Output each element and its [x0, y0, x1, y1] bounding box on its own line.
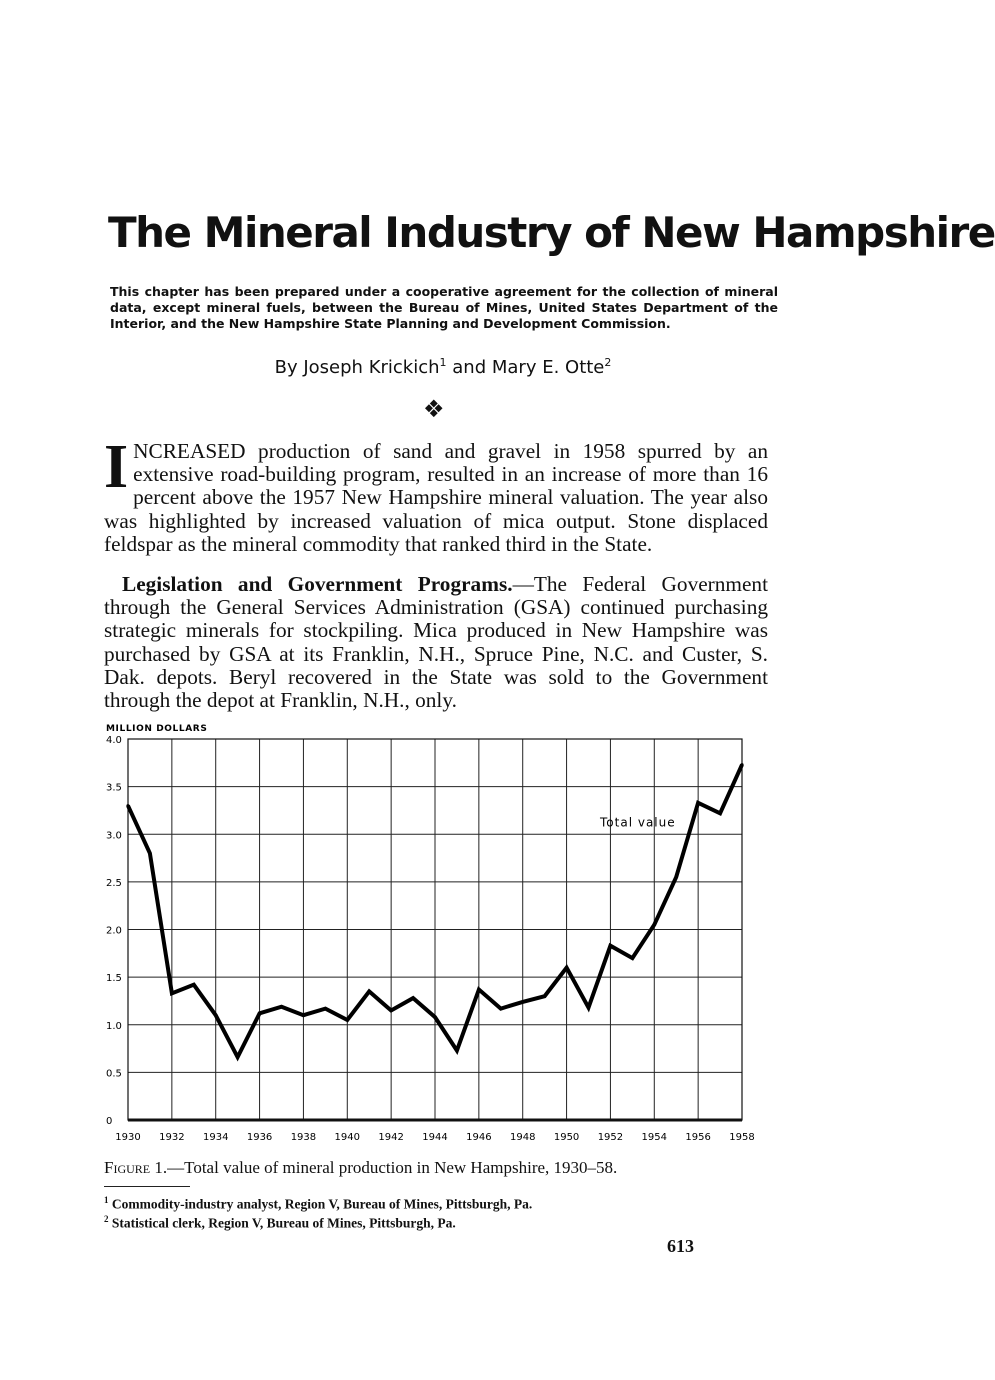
footnote-divider: [104, 1186, 190, 1187]
section-lead-in: Legislation and Government Programs.: [122, 572, 513, 596]
data-point: [236, 1056, 239, 1059]
data-point: [214, 1014, 217, 1017]
data-point: [433, 1016, 436, 1019]
footnote-text: Statistical clerk, Region V, Bureau of Mines, Pittsburgh, Pa.: [111, 1215, 456, 1230]
data-point: [609, 944, 612, 947]
x-tick-label: 1932: [159, 1132, 185, 1143]
footnote-ref-2: 2: [604, 356, 612, 369]
y-tick-label: 1.0: [106, 1020, 122, 1032]
page-number: 613: [667, 1236, 694, 1256]
chapter-note: This chapter has been prepared under a cooperative agreement for the collection of mineral data, except mineral fuels, between the Bureau of Mines, United States Department of the Interior, and the New Hampshire State Planning and Development Commission.: [110, 284, 778, 331]
x-tick-label: 1936: [246, 1132, 273, 1143]
data-point: [675, 876, 678, 879]
y-tick-label: 0.5: [106, 1068, 122, 1080]
data-point: [148, 852, 151, 855]
paragraph-1-text: NCREASED production of sand and gravel in 1958 spurred by an extensive road-building program, resulted in an increase of more than 16 percent above the 1957 New Hampshire mineral valuation. The year also was highlighted by increased valuation of mica output. Stone displaced feldspar as the mineral commodity that ranked third in the State.: [104, 439, 768, 556]
y-tick-label: 4.0: [106, 735, 122, 746]
mineral-value-chart: [98, 718, 768, 1153]
x-tick-label: 1958: [729, 1132, 755, 1143]
data-point: [477, 988, 480, 991]
footnote-text: Commodity-industry analyst, Region V, Bureau of Mines, Pittsburgh, Pa.: [111, 1196, 533, 1212]
data-point: [740, 763, 743, 766]
x-tick-label: 1942: [378, 1132, 404, 1143]
figure-label: Figure 1.: [104, 1158, 168, 1177]
x-tick-label: 1938: [290, 1132, 317, 1143]
footnote-2: [104, 1212, 704, 1231]
data-point: [653, 923, 656, 926]
byline: [0, 356, 886, 378]
footnotes: [104, 1193, 704, 1230]
y-tick-label: 1.5: [106, 973, 122, 985]
x-tick-label: 1956: [685, 1132, 711, 1143]
x-tick-label: 1954: [641, 1132, 668, 1143]
paragraph-2-text: —The Federal Government through the General Services Administration (GSA) continued purchasing strategic minerals for stockpiling. Mica produced in New Hampshire was purchased by GSA at its Franklin, N.H., Spruce Pine, N.C. and Custer, S. Dak. depots. Beryl recovered in the State was sold to the Government through the depot at Franklin, N.H., only.: [104, 572, 768, 713]
y-tick-label: 0: [106, 1116, 113, 1127]
data-point: [697, 801, 700, 804]
x-tick-label: 1940: [334, 1132, 361, 1143]
figure-caption: [104, 1158, 784, 1178]
series-label: Total value: [600, 815, 676, 830]
y-tick-label: 3.5: [106, 782, 122, 794]
byline-conjunction: and: [452, 357, 487, 378]
x-tick-label: 1948: [509, 1132, 536, 1143]
data-point: [390, 1009, 393, 1012]
x-tick-label: 1934: [202, 1132, 229, 1143]
drop-cap: I: [104, 433, 129, 501]
x-tick-label: 1950: [553, 1132, 580, 1143]
data-point: [543, 995, 546, 998]
data-point: [126, 804, 129, 807]
x-tick-label: 1944: [422, 1132, 448, 1143]
author-1: Joseph Krickich: [303, 357, 440, 378]
byline-prefix: By: [274, 357, 298, 378]
footnote-1: [104, 1193, 704, 1212]
x-tick-label: 1952: [597, 1132, 624, 1143]
footnote-ref-1: 1: [439, 356, 447, 369]
data-point: [258, 1012, 261, 1015]
data-point: [718, 812, 721, 815]
paragraph-2: [104, 573, 768, 712]
footnote-mark: 2: [104, 1213, 109, 1224]
y-axis-label: MILLION DOLLARS: [106, 724, 208, 734]
page-title: The Mineral Industry of New Hampshire: [108, 208, 995, 257]
data-point: [170, 992, 173, 995]
data-point: [302, 1014, 305, 1017]
data-point: [324, 1007, 327, 1010]
data-point: [455, 1049, 458, 1052]
paragraph-1: [104, 433, 768, 556]
data-point: [346, 1018, 349, 1021]
x-tick-label: 1930: [115, 1132, 141, 1143]
ornament-icon: ❖: [423, 395, 445, 423]
x-tick-label: 1946: [466, 1132, 492, 1143]
data-point: [521, 1000, 524, 1003]
y-tick-label: 2.0: [106, 925, 122, 937]
data-point: [411, 996, 414, 999]
data-point: [565, 966, 568, 969]
chart-svg: [98, 718, 768, 1153]
data-point: [280, 1005, 283, 1008]
data-point: [631, 956, 634, 959]
data-point: [499, 1007, 502, 1010]
footnote-mark: 1: [104, 1195, 109, 1205]
figure-caption-text: —Total value of mineral production in New Hampshire, 1930–58.: [167, 1158, 618, 1177]
y-tick-label: 3.0: [106, 830, 122, 842]
data-point: [368, 990, 371, 993]
data-point: [192, 983, 195, 986]
data-point: [587, 1006, 590, 1009]
author-2: Mary E. Otte: [491, 357, 605, 378]
y-tick-label: 2.5: [106, 877, 122, 889]
